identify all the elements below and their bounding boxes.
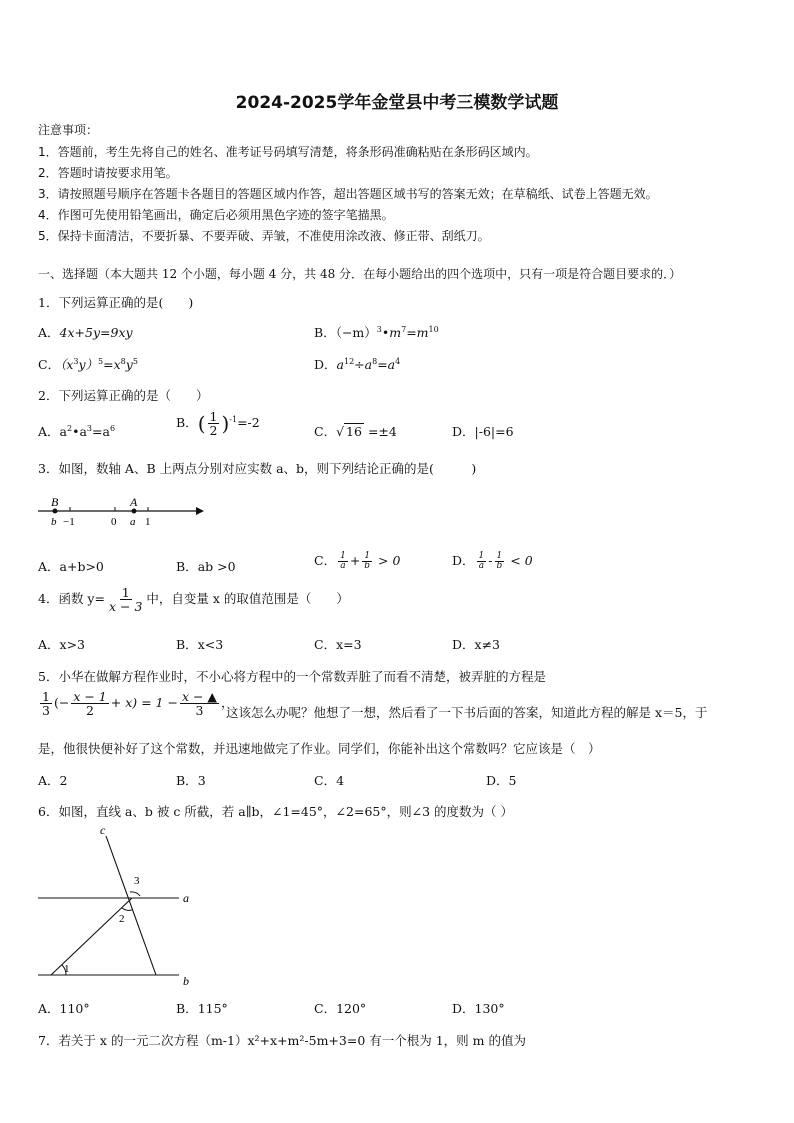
line-c [106, 836, 156, 975]
notice-item-2: 2．答题时请按要求用笔。 [38, 166, 178, 180]
q4-option-a: A．x>3 [38, 637, 86, 652]
label-a: a [183, 891, 189, 905]
label-zero: 0 [111, 516, 117, 528]
q3-option-a: A．a+b>0 [38, 559, 104, 574]
q2-option-a: A．$a^2•a^3=a^6$ [38, 423, 116, 439]
number-line-arrow [196, 507, 204, 515]
q5-option-a: A．2 [38, 773, 68, 788]
q4-option-d: D．x≠3 [452, 637, 501, 652]
q1-option-a: A．4x+5y=9xy [38, 325, 133, 340]
q5-stem-line3: 是，他很快便补好了这个常数，并迅速地做完了作业。同学们，你能补出这个常数吗？它应该是（ ） [38, 741, 601, 756]
notice-item-3: 3．请按照题号顺序在答题卡各题目的答题区域内作答，超出答题区域书写的答案无效；在草稿纸、试卷上答题无效。 [38, 187, 658, 201]
q2-option-b: B．( $\frac{1}{2}$ )$^{-1}$=-2 [176, 409, 260, 439]
angle-2-arc [122, 908, 132, 910]
parallel-lines-figure [34, 822, 209, 990]
q3-option-c: C． $\frac{1}{a}$ + $\frac{1}{b}$ > 0 [314, 550, 401, 571]
q5-stem-line1: 5．小华在做解方程作业时，不小心将方程中的一个常数弄脏了而看不清楚，被弄脏的方程是 [38, 669, 546, 684]
label-angle-2: 2 [119, 913, 125, 925]
notice-item-4: 4．作图可先使用铅笔画出，确定后必须用黑色字迹的签字笔描黑。 [38, 208, 394, 222]
number-line-figure [36, 494, 206, 530]
q7-stem: 7．若关于 x 的一元二次方程（m-1）x²+x+m²-5m+3=0 有一个根为 1，则 m 的值为 [38, 1033, 526, 1048]
q1-option-d: D．$a^{12}\div a^8=a^4$ [314, 356, 401, 372]
label-angle-3: 3 [134, 875, 140, 887]
q4-stem: 4．函数 y= $\frac{1}{x - 3}$ 中，自变量 x 的取值范围是（ ） [38, 585, 349, 615]
q6-option-a: A．110° [38, 1001, 90, 1016]
q5-option-d: D．5 [486, 773, 517, 788]
q5-stem-line2: 这该怎么办呢？他想了一想，然后看了一下书后面的答案，知道此方程的解是 x＝5，于 [226, 705, 708, 720]
notice-item-1: 1．答题前，考生先将自己的姓名、准考证号码填写清楚，将条形码准确粘贴在条形码区域内。 [38, 145, 538, 159]
label-one: 1 [145, 516, 151, 528]
q3-stem: 3．如图，数轴 A、B 上两点分别对应实数 a、b，则下列结论正确的是( ) [38, 461, 477, 476]
q1-option-c: C．$(x^3y)^5=x^8y^5$ [38, 356, 138, 372]
point-b [53, 509, 58, 514]
q6-option-d: D．130° [452, 1001, 505, 1016]
label-point-A: A [130, 495, 138, 509]
q5-equation: $\frac{1}{3}$ (− $\frac{x - 1}{2}$ + x) = 1 − $\frac{x - ▲}{3}$ ， [42, 689, 234, 719]
q6-option-b: B．115° [176, 1001, 228, 1016]
notice-item-5: 5．保持卡面清洁，不要折暴、不要弄破、弄皱，不准使用涂改液、修正带、刮纸刀。 [38, 229, 490, 243]
q2-option-d: D．|-6|=6 [452, 424, 514, 439]
label-minus-one: −1 [63, 516, 75, 528]
q1-stem: 1．下列运算正确的是( ) [38, 295, 194, 310]
q2-stem: 2．下列运算正确的是（ ） [38, 388, 209, 403]
angle-3-arc [130, 892, 140, 896]
q2-option-c: C．√ 16 =±4 [314, 424, 397, 439]
q5-option-c: C．4 [314, 773, 345, 788]
q6-option-c: C．120° [314, 1001, 367, 1016]
label-b: b [183, 974, 189, 988]
label-angle-1: 1 [64, 963, 70, 975]
q3-option-d: D． $\frac{1}{a}$ - $\frac{1}{b}$ < 0 [452, 550, 533, 571]
label-c: c [100, 823, 106, 837]
q4-option-b: B．x<3 [176, 637, 224, 652]
point-a [132, 509, 137, 514]
page-title: 2024-2025学年金堂县中考三模数学试题 [235, 93, 559, 113]
label-a: a [130, 516, 136, 528]
label-point-B: B [51, 495, 59, 509]
section-heading: 一、选择题（本大题共 12 个小题，每小题 4 分，共 48 分．在每小题给出的四个选项中，只有一项是符合题目要求的．） [38, 267, 682, 281]
q6-stem: 6．如图，直线 a、b 被 c 所截，若 a∥b，∠1=45°，∠2=65°，则∠3 的度数为（ ） [38, 804, 513, 819]
notice-heading: 注意事项： [38, 123, 99, 137]
q4-option-c: C．x=3 [314, 637, 362, 652]
q3-option-b: B．ab >0 [176, 559, 236, 574]
label-b: b [51, 516, 57, 528]
q1-option-b: B．$(-m)^3•m^7=m^{10}$ [314, 324, 439, 340]
q5-option-b: B．3 [176, 773, 206, 788]
